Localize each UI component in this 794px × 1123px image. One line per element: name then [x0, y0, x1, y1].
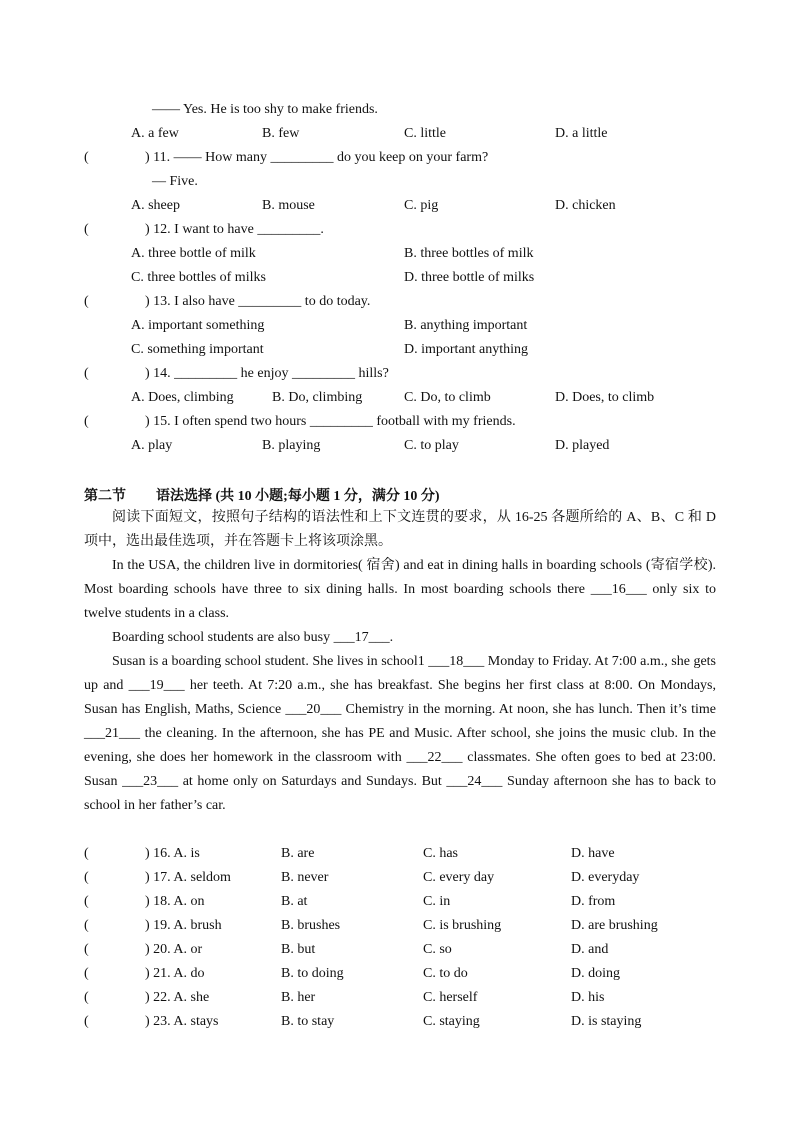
section-title: 第二节 [84, 489, 126, 504]
option-c: C. to play [404, 438, 459, 453]
option-c: C. herself [423, 990, 478, 1005]
option-d: D. a little [555, 126, 608, 141]
section-heading [84, 485, 440, 505]
option-b: B. at [281, 894, 308, 909]
option-d: D. from [571, 894, 616, 909]
option-a: ) 20. A. or [145, 942, 203, 957]
option-d: D. have [571, 846, 615, 861]
option-d: D. important anything [404, 342, 529, 357]
answer-paren[interactable]: ( [84, 366, 89, 381]
option-a: A. Does, climbing [131, 390, 234, 405]
answer-paren[interactable]: ( [84, 414, 89, 429]
option-d: D. is staying [571, 1014, 642, 1029]
option-d: D. doing [571, 966, 620, 981]
option-b: B. but [281, 942, 316, 957]
question-text: ) 11. —— How many _________ do you keep on your farm? [145, 150, 489, 165]
option-c: C. three bottles of milks [131, 270, 266, 285]
option-d: D. are brushing [571, 918, 658, 933]
option-c: C. staying [423, 1014, 480, 1029]
question-text: ) 13. I also have _________ to do today. [145, 294, 371, 309]
option-d: D. his [571, 990, 605, 1005]
option-a: A. a few [131, 126, 179, 141]
answer-paren[interactable]: ( [84, 966, 89, 981]
option-b: B. to doing [281, 966, 344, 981]
option-b: B. three bottles of milk [404, 246, 534, 261]
answer-paren[interactable]: ( [84, 990, 89, 1005]
option-d: D. everyday [571, 870, 640, 885]
option-a: ) 16. A. is [145, 846, 200, 861]
option-c: C. pig [404, 198, 439, 213]
option-a: A. play [131, 438, 173, 453]
option-b: B. brushes [281, 918, 341, 933]
option-c: C. little [404, 126, 446, 141]
answer-paren[interactable]: ( [84, 846, 89, 861]
option-c: C. something important [131, 342, 264, 357]
option-a: ) 22. A. she [145, 990, 210, 1005]
option-c: C. to do [423, 966, 468, 981]
option-a: A. important something [131, 318, 265, 333]
option-a: A. sheep [131, 198, 180, 213]
question-text: ) 14. _________ he enjoy _________ hills? [145, 366, 389, 381]
answer-paren[interactable]: ( [84, 942, 89, 957]
option-a: ) 19. A. brush [145, 918, 222, 933]
answer-paren[interactable]: ( [84, 294, 89, 309]
option-c: C. every day [423, 870, 495, 885]
option-a: A. three bottle of milk [131, 246, 256, 261]
answer-paren[interactable]: ( [84, 870, 89, 885]
answer-paren[interactable]: ( [84, 918, 89, 933]
passage-paragraph: Susan is a boarding school student. She lives in school1 ___18___ Monday to Friday. At 7:00 a.m., she gets up and ___19___ her teeth. At 7:20 a.m., she has breakfast. She begins her first class at 8:00. On Mondays, Susan has English, Maths, Science ___20___ Chemistry in the morning. At noon, she has lunch. Then it’s time ___21___ the cleaning. In the afternoon, she has PE and Music. After school, she joins the music club. In the evening, she does her homework in the classroom with ___22___ classmates. She often goes to bed at 23:00. Susan ___23___ at home only on Saturdays and Sundays. But ___24___ Sunday afternoon she has to back to school in her father’s car. [84, 654, 716, 813]
option-c: C. in [423, 894, 451, 909]
question-text: ) 15. I often spend two hours _________ football with my friends. [145, 414, 516, 429]
answer-paren[interactable]: ( [84, 1014, 89, 1029]
passage-paragraph: In the USA, the children live in dormitories( 宿舍) and eat in dining halls in boarding schools (寄宿学校). Most boarding schools have three to six dining halls. In most boarding schools there ___16___ only six to twelve students in a class. [84, 558, 716, 621]
answer-paren[interactable]: ( [84, 150, 89, 165]
option-b: B. few [262, 126, 300, 141]
option-c: C. so [423, 942, 452, 957]
option-d: D. Does, to climb [555, 390, 655, 405]
option-b: B. anything important [404, 318, 528, 333]
option-a: ) 17. A. seldom [145, 870, 231, 885]
option-b: B. mouse [262, 198, 315, 213]
section-subtitle: 语法选择 (共 10 小题;每小题 1 分，满分 10 分) [156, 489, 440, 504]
option-b: B. her [281, 990, 316, 1005]
option-c: C. has [423, 846, 458, 861]
passage-paragraph: Boarding school students are also busy ___17___. [112, 630, 394, 645]
option-a: ) 18. A. on [145, 894, 205, 909]
question-text: ) 12. I want to have _________. [145, 222, 324, 237]
option-b: B. playing [262, 438, 321, 453]
question-10-reply: —— Yes. He is too shy to make friends. [152, 102, 378, 117]
option-d: D. chicken [555, 198, 616, 213]
option-b: B. never [281, 870, 329, 885]
option-b: B. to stay [281, 1014, 335, 1029]
answer-paren[interactable]: ( [84, 222, 89, 237]
question-11-reply: — Five. [152, 174, 198, 189]
instructions: 阅读下面短文，按照句子结构的语法性和上下文连贯的要求，从 16-25 各题所给的 A、B、C 和 D 项中，选出最佳选项，并在答题卡上将该项涂黑。 [84, 510, 716, 549]
option-d: D. played [555, 438, 610, 453]
option-c: C. Do, to climb [404, 390, 491, 405]
option-d: D. and [571, 942, 609, 957]
option-c: C. is brushing [423, 918, 502, 933]
option-b: B. Do, climbing [272, 390, 363, 405]
answer-paren[interactable]: ( [84, 894, 89, 909]
option-a: ) 21. A. do [145, 966, 205, 981]
option-a: ) 23. A. stays [145, 1014, 219, 1029]
option-b: B. are [281, 846, 315, 861]
option-d: D. three bottle of milks [404, 270, 535, 285]
